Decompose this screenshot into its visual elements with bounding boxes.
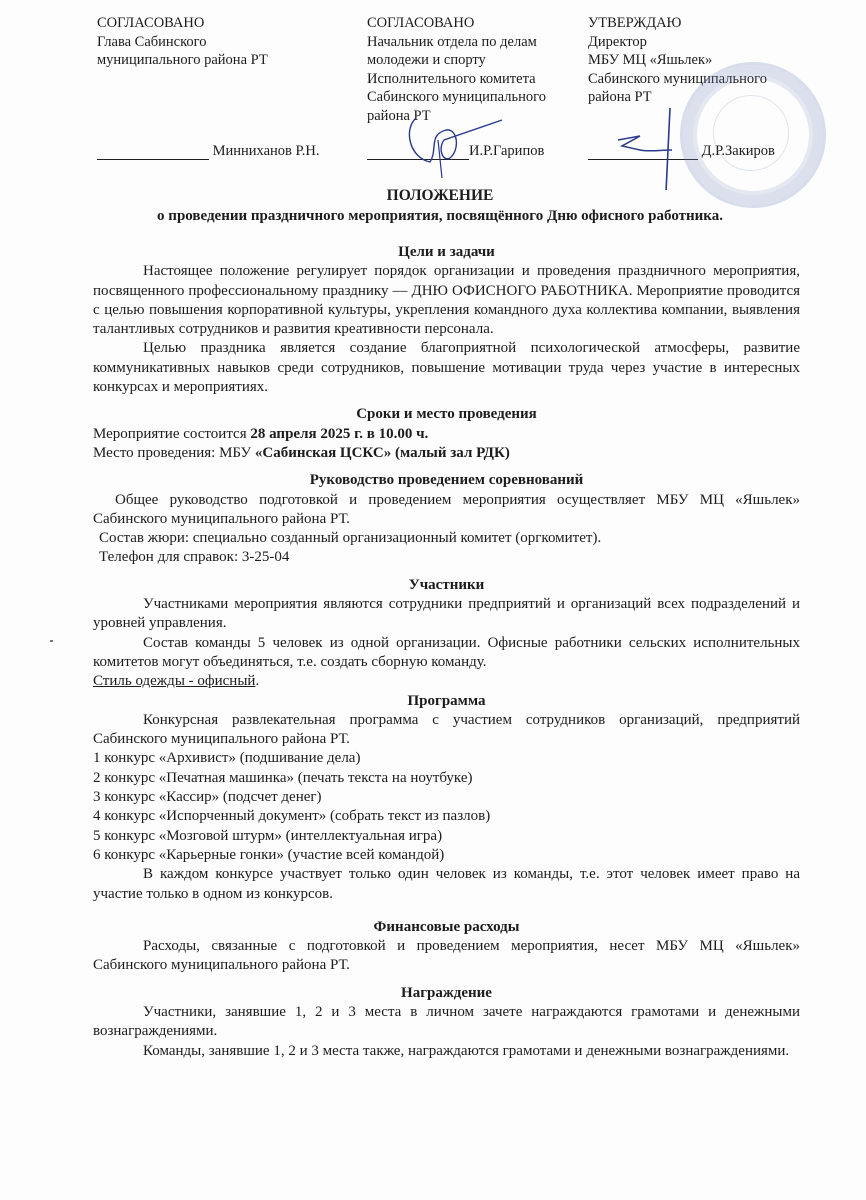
signature-line-1	[97, 143, 320, 160]
phone-info	[93, 548, 800, 567]
event-place-label: Место проведения: МБУ	[93, 444, 255, 461]
signature-zakirov-icon	[600, 100, 710, 190]
section-heading-program: Программа	[407, 692, 486, 709]
awards-paragraph-2: Команды, занявшие 1, 2 и 3 места также, награждаются грамотами и денежными вознаграждениями.	[143, 1042, 790, 1059]
awards-paragraph-1: Участники, занявшие 1, 2 и 3 места в личном зачете награждаются грамотами и денежными вознаграждениями.	[93, 1003, 800, 1040]
signature-garipov-icon	[398, 100, 508, 180]
contest-item: 5 конкурс «Мозговой штурм» (интеллектуальная игра)	[93, 827, 443, 844]
signatory-name: И.Р.Гарипов	[469, 143, 545, 159]
approval-position-line: молодежи и спорту	[367, 52, 486, 68]
participants-paragraph-1: Участниками мероприятия являются сотрудники предприятий и организаций всех подразделений и уровней управления.	[93, 596, 800, 632]
contest-item: 4 конкурс «Испорченный документ» (собрать текст из пазлов)	[93, 808, 491, 825]
approval-position-line: Начальник отдела по делам	[367, 33, 537, 50]
approval-position-line: Глава Сабинского	[97, 33, 207, 50]
event-date-value: 28 апреля 2025 г. в 10.00 ч.	[250, 425, 429, 442]
signatory-name: Д.Р.Закиров	[701, 143, 775, 159]
approval-position-line: района РТ	[588, 89, 652, 105]
section-heading-awards: Награждение	[401, 984, 492, 1001]
approval-position-line: Сабинского муниципального	[367, 89, 546, 105]
approval-heading: УТВЕРЖДАЮ	[588, 15, 682, 31]
dress-code	[93, 672, 800, 691]
dress-code-period: .	[255, 673, 260, 690]
phone-number: 3-25-04	[241, 549, 290, 566]
signatory-name: Минниханов Р.Н.	[212, 143, 320, 159]
document-subtitle: о проведении праздничного мероприятия, посвящённого Дню офисного работника.	[157, 208, 723, 224]
management-paragraph: Общее руководство подготовкой и проведением мероприятия осуществляет МБУ МЦ «Яшьлек» Сабинского муниципального района РТ.	[93, 491, 800, 527]
approval-position-line: муниципального района РТ	[97, 52, 268, 68]
approval-position-line: Сабинского муниципального	[588, 70, 767, 87]
approval-position-line: района РТ	[367, 107, 431, 124]
approval-block-head-of-district	[97, 14, 357, 70]
scan-speck	[50, 640, 53, 642]
contest-item: 1 конкурс «Архивист» (подшивание дела)	[93, 750, 361, 767]
phone-label: Телефон для справок:	[99, 549, 242, 566]
dress-code-text: Стиль одежды - офисный	[93, 673, 256, 690]
document-title-block	[80, 186, 800, 226]
contest-item: 2 конкурс «Печатная машинка» (печать текста на ноутбуке)	[93, 769, 473, 786]
event-place	[93, 444, 800, 463]
approval-position-line: Исполнительного комитета	[367, 70, 536, 87]
approval-position-line: МБУ МЦ «Яшьлек»	[588, 52, 713, 68]
section-heading-dates: Сроки и место проведения	[356, 406, 537, 423]
stamp-inner-ring	[713, 95, 789, 171]
goals-paragraph-2: Целью праздника является создание благоприятной психологической атмосферы, развитие коммуникативных навыков среди сотрудников, повышение мотивации труда через участие в интересных конкурсах и мероприятиях.	[93, 340, 800, 396]
approval-heading: СОГЛАСОВАНО	[367, 15, 475, 31]
goals-paragraph-1: Настоящее положение регулирует порядок организации и проведения праздничного мероприятия, посвященного профессиональному празднику — ДНЮ ОФИСНОГО РАБОТНИКА. Мероприятие проводится с целью повышения корпоративной культуры, укрепления командного духа коллектива компании, выявления талантливых сотрудников и развития креативности персонала.	[93, 263, 800, 338]
section-heading-participants: Участники	[408, 576, 485, 593]
contest-item: 6 конкурс «Карьерные гонки» (участие всей командой)	[93, 846, 445, 863]
section-heading-finance: Финансовые расходы	[373, 918, 520, 935]
approval-heading: СОГЛАСОВАНО	[97, 15, 205, 31]
document-body	[93, 237, 800, 1061]
section-heading-management: Руководство проведением соревнований	[309, 472, 584, 489]
finance-paragraph: Расходы, связанные с подготовкой и проведением мероприятия, несет МБУ МЦ «Яшьлек» Сабинского муниципального района РТ.	[93, 938, 800, 974]
event-place-value: «Сабинская ЦСКС» (малый зал РДК)	[254, 444, 510, 461]
signature-blank	[97, 145, 209, 160]
event-date	[93, 425, 800, 444]
event-date-label: Мероприятие состоится	[93, 425, 251, 442]
document-title: ПОЛОЖЕНИЕ	[386, 187, 494, 204]
section-heading-goals: Цели и задачи	[398, 244, 495, 260]
approval-position-line: Директор	[588, 33, 647, 50]
contest-item: 3 конкурс «Кассир» (подсчет денег)	[93, 789, 322, 806]
program-rule: В каждом конкурсе участвует только один человек из команды, т.е. этот человек имеет право на участие только в одном из конкурсов.	[93, 866, 800, 902]
participants-paragraph-2: Состав команды 5 человек из одной организации. Офисные работники сельских исполнительных комитетов могут объединяться, т.е. создать сборную команду.	[93, 634, 800, 670]
jury-composition: Состав жюри: специально созданный организационный комитет (оргкомитет).	[99, 530, 602, 547]
program-intro: Конкурсная развлекательная программа с участием сотрудников организаций, предприятий Сабинского муниципального района РТ.	[93, 711, 800, 748]
